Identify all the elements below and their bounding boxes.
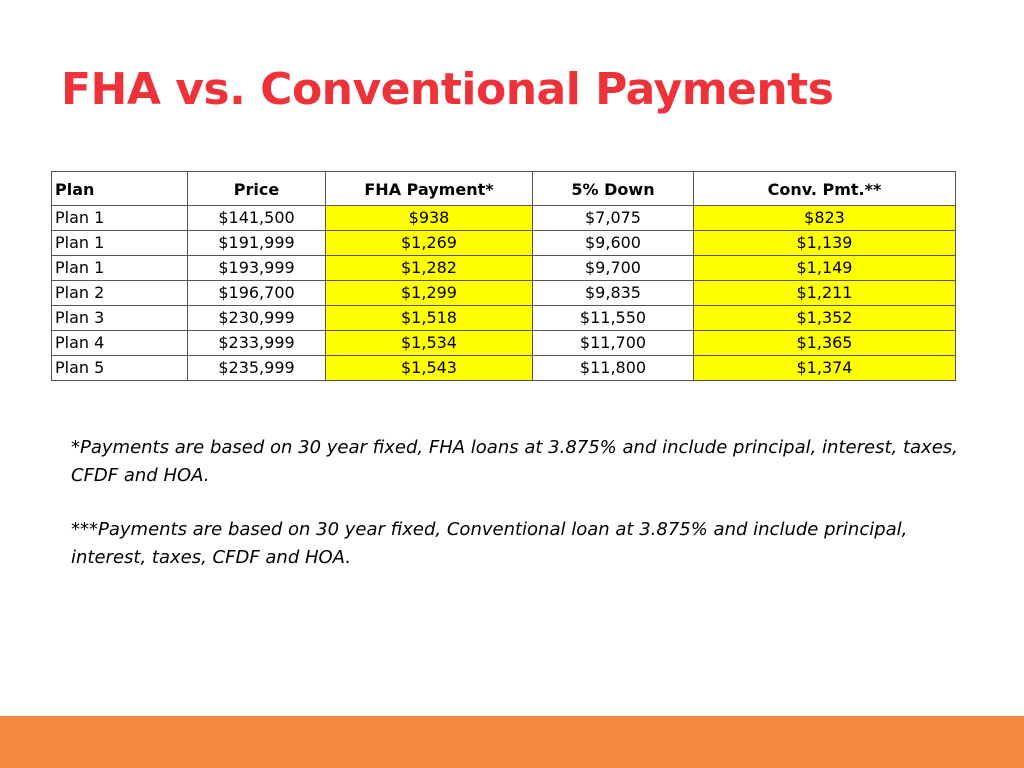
cell-fha-payment: $1,534 (326, 331, 533, 356)
cell-plan: Plan 1 (52, 256, 188, 281)
cell-plan: Plan 1 (52, 206, 188, 231)
cell-fha-payment: $938 (326, 206, 533, 231)
cell-conv-payment: $1,139 (694, 231, 956, 256)
footnote-conventional: ***Payments are based on 30 year fixed, Conventional loan at 3.875% and include principal, interest, taxes, CFDF and HOA. (71, 519, 908, 568)
cell-conv-payment: $1,211 (694, 281, 956, 306)
cell-conv-payment: $1,374 (694, 356, 956, 381)
table-header-row (52, 172, 956, 206)
header-fha-payment: FHA Payment* (326, 172, 533, 206)
cell-down-payment: $11,700 (533, 331, 694, 356)
cell-down-payment: $11,800 (533, 356, 694, 381)
cell-plan: Plan 5 (52, 356, 188, 381)
cell-down-payment: $11,550 (533, 306, 694, 331)
cell-down-payment: $7,075 (533, 206, 694, 231)
payments-table (51, 171, 956, 381)
cell-fha-payment: $1,299 (326, 281, 533, 306)
table-row (52, 306, 956, 331)
cell-price: $196,700 (188, 281, 326, 306)
table-row (52, 281, 956, 306)
cell-conv-payment: $1,352 (694, 306, 956, 331)
slide-title: FHA vs. Conventional Payments (61, 64, 834, 115)
bottom-accent-bar (0, 716, 1024, 768)
cell-price: $191,999 (188, 231, 326, 256)
cell-plan: Plan 3 (52, 306, 188, 331)
cell-plan: Plan 2 (52, 281, 188, 306)
cell-conv-payment: $1,149 (694, 256, 956, 281)
cell-down-payment: $9,600 (533, 231, 694, 256)
cell-price: $141,500 (188, 206, 326, 231)
table-row (52, 206, 956, 231)
cell-price: $193,999 (188, 256, 326, 281)
cell-fha-payment: $1,282 (326, 256, 533, 281)
table-row (52, 331, 956, 356)
header-conv-payment: Conv. Pmt.** (694, 172, 956, 206)
cell-conv-payment: $1,365 (694, 331, 956, 356)
table-row (52, 256, 956, 281)
header-price: Price (188, 172, 326, 206)
footnote-fha: *Payments are based on 30 year fixed, FHA loans at 3.875% and include principal, interest, taxes, CFDF and HOA. (71, 437, 958, 486)
cell-fha-payment: $1,543 (326, 356, 533, 381)
table-row (52, 356, 956, 381)
table-row (52, 231, 956, 256)
cell-down-payment: $9,700 (533, 256, 694, 281)
cell-plan: Plan 4 (52, 331, 188, 356)
cell-price: $235,999 (188, 356, 326, 381)
cell-plan: Plan 1 (52, 231, 188, 256)
header-down-payment: 5% Down (533, 172, 694, 206)
cell-price: $233,999 (188, 331, 326, 356)
cell-price: $230,999 (188, 306, 326, 331)
cell-down-payment: $9,835 (533, 281, 694, 306)
cell-fha-payment: $1,518 (326, 306, 533, 331)
cell-fha-payment: $1,269 (326, 231, 533, 256)
cell-conv-payment: $823 (694, 206, 956, 231)
header-plan: Plan (52, 172, 188, 206)
